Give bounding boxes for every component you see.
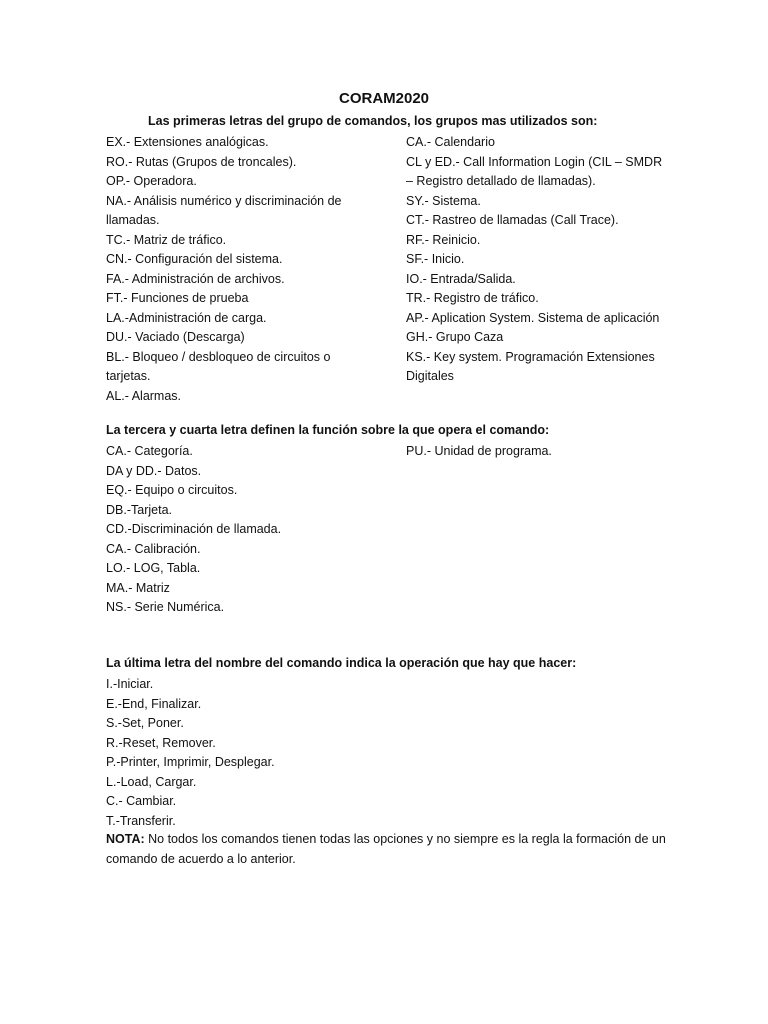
list-item: C.- Cambiar. (106, 794, 177, 808)
list-item: E.-End, Finalizar. (106, 696, 202, 711)
groups-right-column (406, 133, 668, 387)
list-item: DA y DD.- Datos. (106, 463, 202, 478)
list-item: RO.- Rutas (Grupos de troncales). (106, 154, 297, 169)
list-item: FA.- Administración de archivos. (106, 271, 285, 286)
list-item: CD.-Discriminación de llamada. (106, 522, 282, 536)
list-item: – Registro detallado de llamadas). (406, 174, 596, 188)
list-item: RF.- Reinicio. (406, 232, 481, 247)
list-item: T.-Transferir. (106, 813, 176, 828)
list-item: R.-Reset, Remover. (106, 735, 216, 750)
note-label: NOTA: (106, 832, 145, 846)
list-item: GH.- Grupo Caza (406, 330, 504, 344)
list-item: P.-Printer, Imprimir, Desplegar. (106, 755, 275, 769)
list-item: DB.-Tarjeta. (106, 502, 172, 517)
list-item: L.-Load, Cargar. (106, 774, 197, 789)
list-item: DU.- Vaciado (Descarga) (106, 330, 245, 344)
note-paragraph (106, 830, 666, 869)
list-item: MA.- Matriz (106, 580, 170, 595)
note-text: No todos los comandos tienen todas las opciones y no siempre es la regla la formación de un comando de acuerdo a lo anterior. (106, 832, 666, 866)
list-item: CA.- Categoría. (106, 444, 193, 458)
list-item: LA.-Administración de carga. (106, 310, 267, 325)
section-heading-functions: La tercera y cuarta letra definen la función sobre la que opera el comando: (106, 423, 550, 437)
list-item: PU.- Unidad de programa. (406, 444, 552, 458)
list-item: SF.- Inicio. (406, 252, 465, 266)
section-heading-operations: La última letra del nombre del comando indica la operación que hay que hacer: (106, 656, 577, 670)
groups-left-column (106, 133, 366, 406)
list-item: KS.- Key system. Programación Extensiones (406, 349, 655, 364)
list-item: CN.- Configuración del sistema. (106, 252, 283, 266)
list-item: I.-Iniciar. (106, 677, 154, 691)
functions-left-column (106, 442, 281, 618)
list-item: OP.- Operadora. (106, 174, 197, 188)
list-item: NA.- Análisis numérico y discriminación de (106, 193, 342, 208)
functions-right-column (406, 442, 552, 462)
list-item: IO.- Entrada/Salida. (406, 271, 516, 286)
list-item: CA.- Calibración. (106, 541, 201, 556)
list-item: NS.- Serie Numérica. (106, 600, 225, 614)
list-item: Digitales (406, 369, 454, 383)
list-item: AL.- Alarmas. (106, 388, 182, 403)
list-item: FT.- Funciones de prueba (106, 291, 249, 305)
list-item: S.-Set, Poner. (106, 716, 184, 730)
list-item: tarjetas. (106, 369, 151, 383)
page-title: CORAM2020 (338, 90, 430, 107)
list-item: llamadas. (106, 213, 160, 227)
list-item: TC.- Matriz de tráfico. (106, 232, 227, 247)
list-item: LO.- LOG, Tabla. (106, 561, 201, 575)
list-item: CA.- Calendario (406, 135, 495, 149)
list-item: BL.- Bloqueo / desbloqueo de circuitos o (106, 349, 331, 364)
list-item: TR.- Registro de tráfico. (406, 291, 539, 305)
intro-text: Las primeras letras del grupo de comandos, los grupos mas utilizados son: (148, 114, 598, 128)
list-item: EX.- Extensiones analógicas. (106, 135, 269, 149)
list-item: CT.- Rastreo de llamadas (Call Trace). (406, 213, 619, 227)
list-item: AP.- Aplication System. Sistema de aplicación (406, 310, 660, 325)
operations-list (106, 675, 275, 831)
list-item: EQ.- Equipo o circuitos. (106, 483, 238, 497)
list-item: SY.- Sistema. (406, 193, 481, 208)
list-item: CL y ED.- Call Information Login (CIL – SMDR (406, 154, 663, 169)
